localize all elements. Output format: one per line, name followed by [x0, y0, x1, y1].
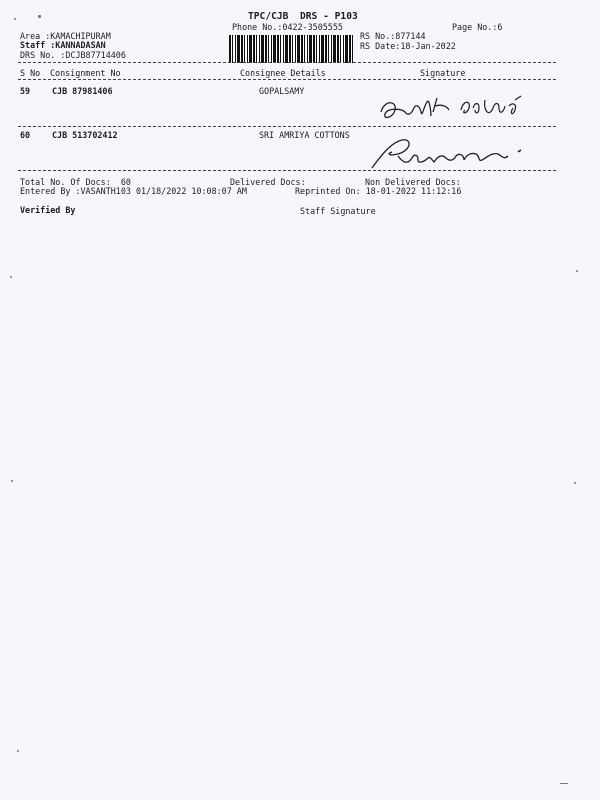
- divider: [18, 170, 556, 171]
- scan-speck: [17, 750, 19, 752]
- verified-by: Verified By: [20, 205, 76, 215]
- scan-speck: [574, 482, 576, 484]
- entered-by: Entered By :VASANTH103 01/18/2022 10:08:07 AM: [20, 186, 247, 196]
- row-consignment: CJB 513702412: [52, 130, 118, 140]
- page-number: Page No.:6: [452, 22, 503, 32]
- scan-speck: [38, 15, 41, 18]
- rs-number: RS No.:877144: [360, 31, 426, 41]
- row-sno: 59: [20, 86, 31, 96]
- staff-signature-label: Staff Signature: [300, 206, 376, 216]
- divider: [18, 79, 556, 80]
- column-header-consignee: Consignee Details: [240, 68, 326, 78]
- row-sno: 60: [20, 130, 31, 140]
- scan-speck: [576, 270, 578, 272]
- divider: [18, 62, 556, 63]
- staff-name: Staff :KANNADASAN: [20, 40, 106, 50]
- barcode: [229, 35, 353, 63]
- scan-speck: [14, 18, 16, 20]
- area: Area :KAMACHIPURAM: [20, 31, 111, 41]
- row-consignee: SRI AMRIYA COTTONS: [259, 130, 350, 140]
- row-consignee: GOPALSAMY: [259, 86, 305, 96]
- drs-number: DRS No. :DCJB87714406: [20, 50, 126, 60]
- rs-date: RS Date:18-Jan-2022: [360, 41, 456, 51]
- total-docs: Total No. Of Docs: 60: [20, 177, 131, 187]
- handwritten-signature: [368, 134, 538, 174]
- handwritten-signature: [375, 92, 525, 126]
- document-title: TPC/CJB DRS - P103: [248, 11, 358, 22]
- column-header-sno: S No: [20, 68, 41, 78]
- scan-speck: [11, 480, 13, 482]
- column-header-signature: Signature: [420, 68, 466, 78]
- non-delivered-docs: Non Delivered Docs:: [365, 177, 461, 187]
- scan-speck: [10, 276, 12, 278]
- delivered-docs: Delivered Docs:: [230, 177, 306, 187]
- column-header-consignment: Consignment No: [50, 68, 121, 78]
- reprinted-on: Reprinted On: 18-01-2022 11:12:16: [295, 186, 462, 196]
- phone-number: Phone No.:0422-3505555: [232, 22, 343, 32]
- scan-speck: [560, 783, 568, 784]
- divider: [18, 126, 556, 127]
- row-consignment: CJB 87981406: [52, 86, 113, 96]
